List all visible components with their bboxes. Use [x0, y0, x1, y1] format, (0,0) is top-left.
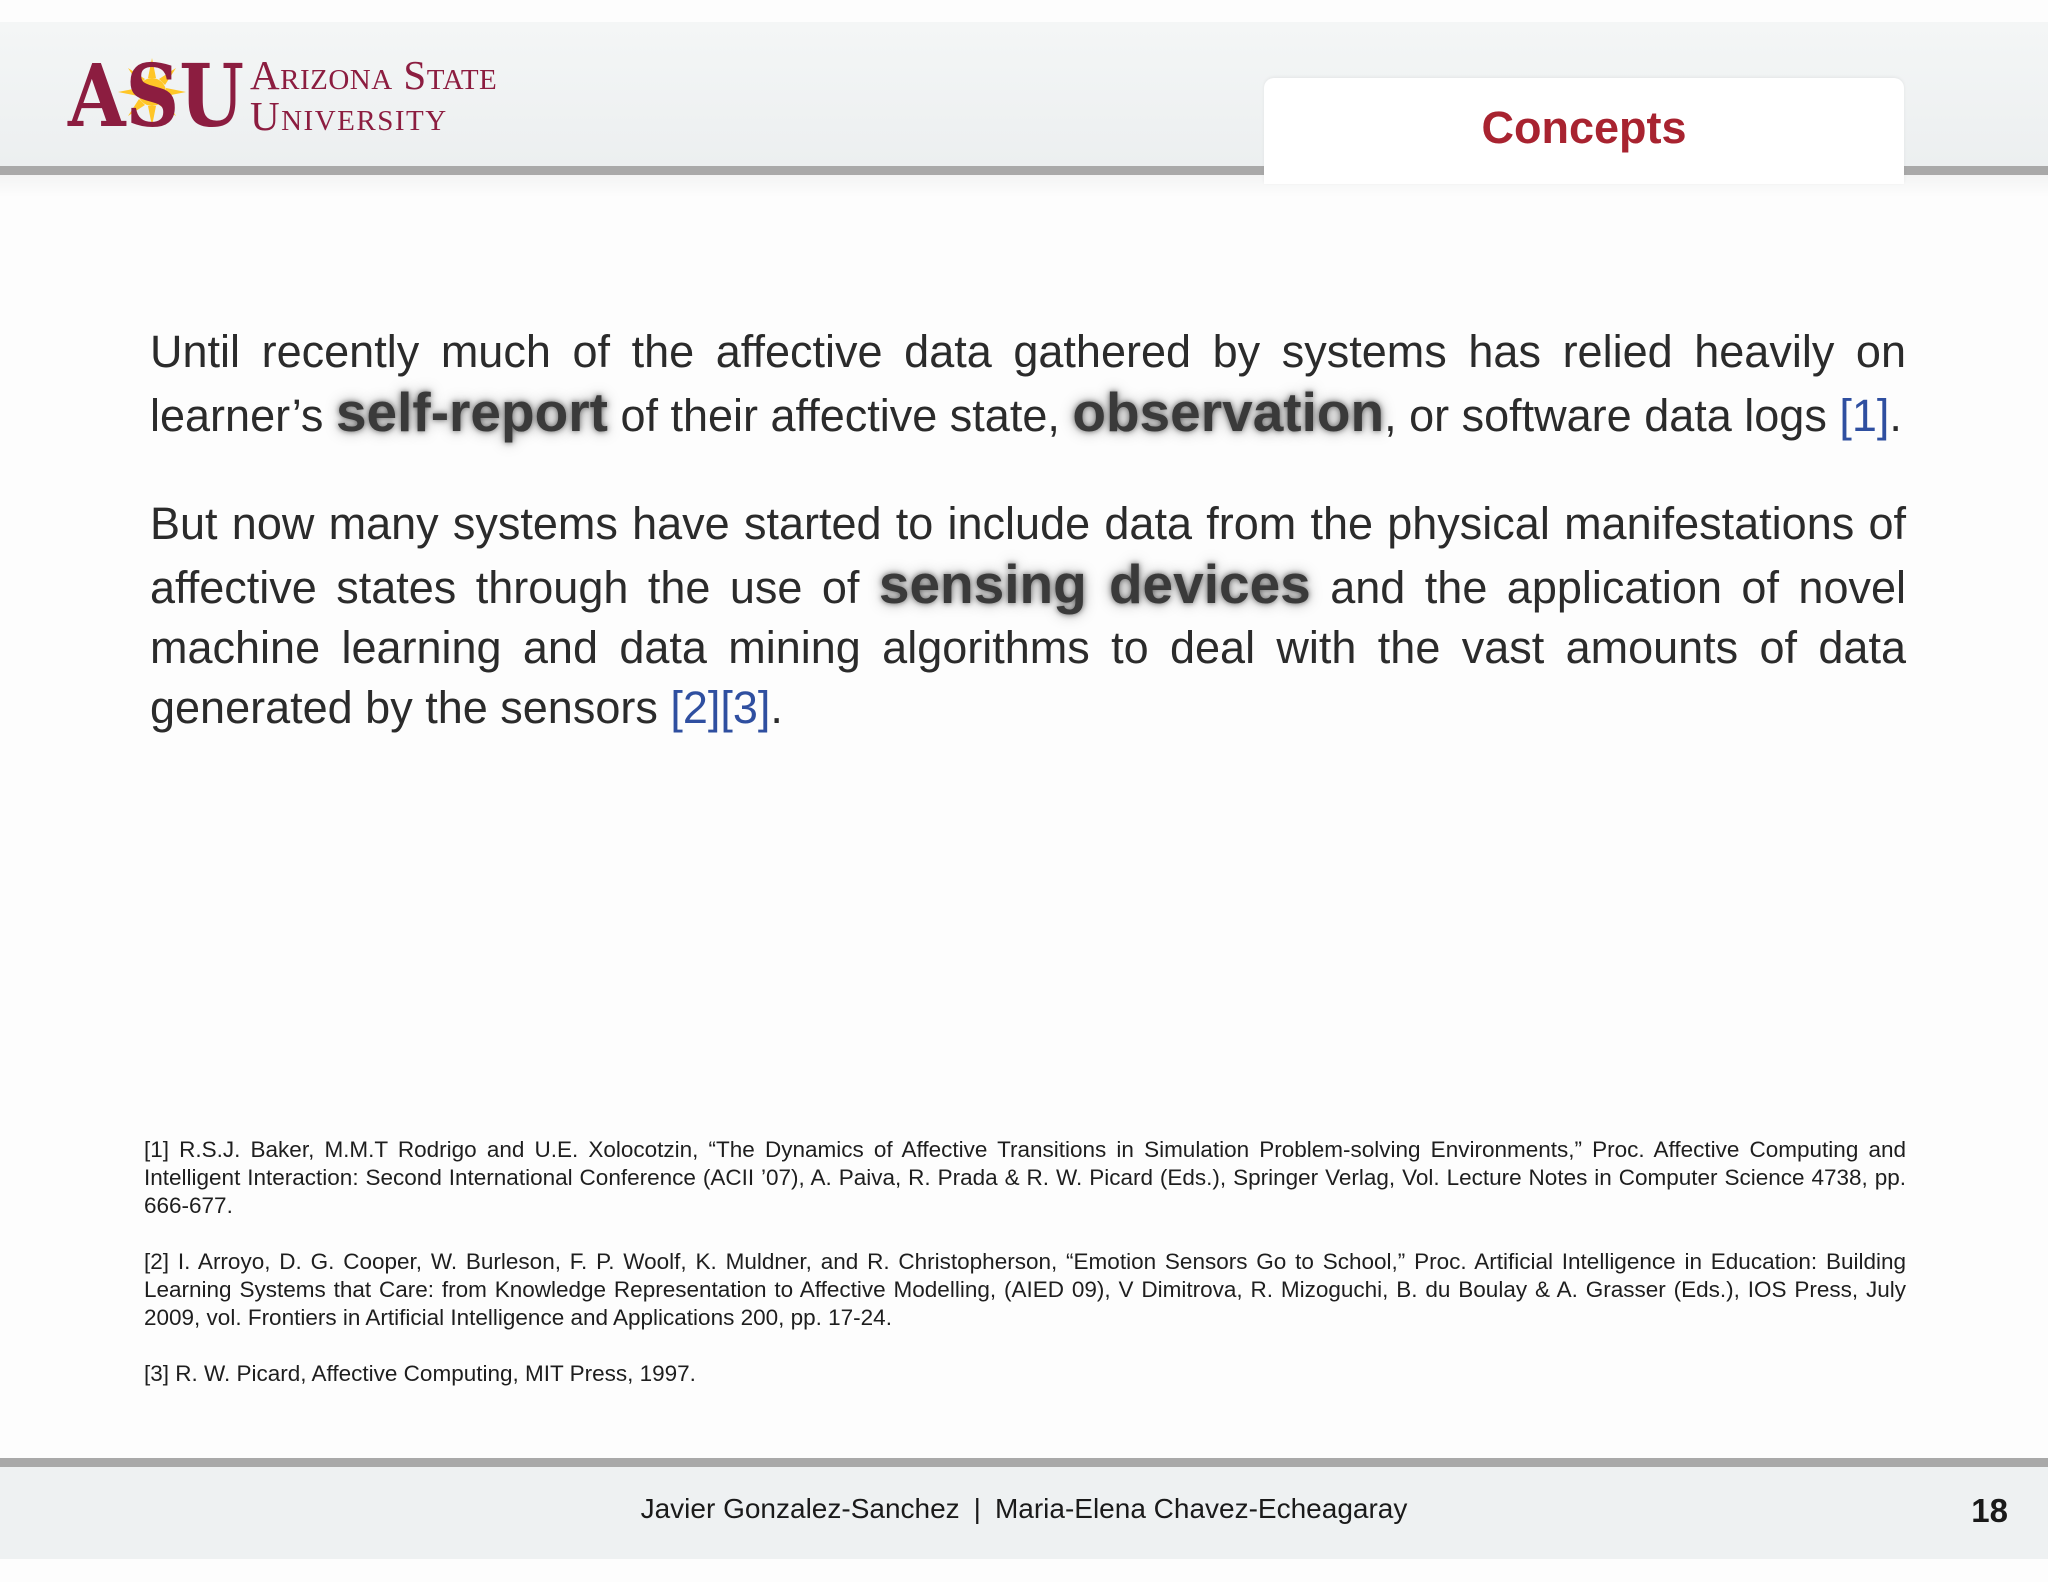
reference-3: [3] R. W. Picard, Affective Computing, MIT Press, 1997.	[144, 1361, 696, 1386]
paragraph-1-text-d: .	[1889, 390, 1902, 441]
paragraph-2-text-c: .	[770, 682, 783, 733]
reference-1: [1] R.S.J. Baker, M.M.T Rodrigo and U.E. Xolocotzin, “The Dynamics of Affective Transitions in Simulation Problem-solving Environments,” Proc. Affective Computing and Intelligent Interaction: Second International Conference (ACII ’07), A. Paiva, R. Prada & R. W. Picard (Eds.), Springer Verlag, Vol. Lecture Notes in Computer Science 4738, pp. 666-677.	[144, 1137, 1906, 1218]
asu-logo-wordmark	[250, 54, 497, 137]
logo-line-2: University	[250, 93, 448, 139]
references	[144, 1136, 1906, 1416]
page-number: 18	[1971, 1492, 2008, 1529]
author-2: Maria-Elena Chavez-Echeagaray	[994, 1493, 1408, 1524]
emphasis-observation: observation	[1072, 381, 1385, 443]
paragraph-2	[150, 494, 1906, 738]
asu-logo	[67, 46, 498, 147]
emphasis-sensing-devices: sensing devices	[878, 553, 1311, 615]
paragraph-1	[150, 322, 1906, 446]
footer-authors	[0, 1493, 2048, 1525]
paragraph-2-text-a: But now many systems have started to include data from the physical manifestations of affective states through the use of	[150, 498, 1906, 613]
emphasis-self-report: self-report	[335, 381, 608, 443]
paragraph-1-text-a: Until recently much of the affective data gathered by systems has relied heavily on learner’s	[150, 326, 1906, 441]
svg-text:ASU: ASU	[67, 46, 244, 147]
author-1: Javier Gonzalez-Sanchez	[640, 1493, 960, 1524]
asu-logo-mark-icon	[67, 46, 244, 147]
paragraph-2-text-b: and the application of novel machine learning and data mining algorithms to deal with the vast amounts of data generated by the sensors	[150, 562, 1906, 733]
footer-divider	[0, 1458, 2048, 1467]
citation-link-2-3[interactable]: [2][3]	[670, 682, 771, 733]
paragraph-1-text-b: of their affective state,	[607, 390, 1073, 441]
slide-body	[150, 322, 1906, 738]
slide-title: Concepts	[1481, 102, 1687, 153]
citation-link-1[interactable]: [1]	[1839, 390, 1890, 441]
author-separator: |	[973, 1493, 981, 1524]
paragraph-1-text-c: , or software data logs	[1384, 390, 1840, 441]
reference-2: [2] I. Arroyo, D. G. Cooper, W. Burleson, F. P. Woolf, K. Muldner, and R. Christopherson, “Emotion Sensors Go to School,” Proc. Artificial Intelligence in Education: Building Learning Systems that Care: from Knowledge Representation to Affective Modelling, (AIED 09), V Dimitrova, R. Mizoguchi, B. du Boulay & A. Grasser (Eds.), IOS Press, July 2009, vol. Frontiers in Artificial Intelligence and Applications 200, pp. 17-24.	[144, 1249, 1906, 1330]
logo-line-1: Arizona State	[250, 52, 498, 98]
title-tab	[1264, 78, 1904, 184]
